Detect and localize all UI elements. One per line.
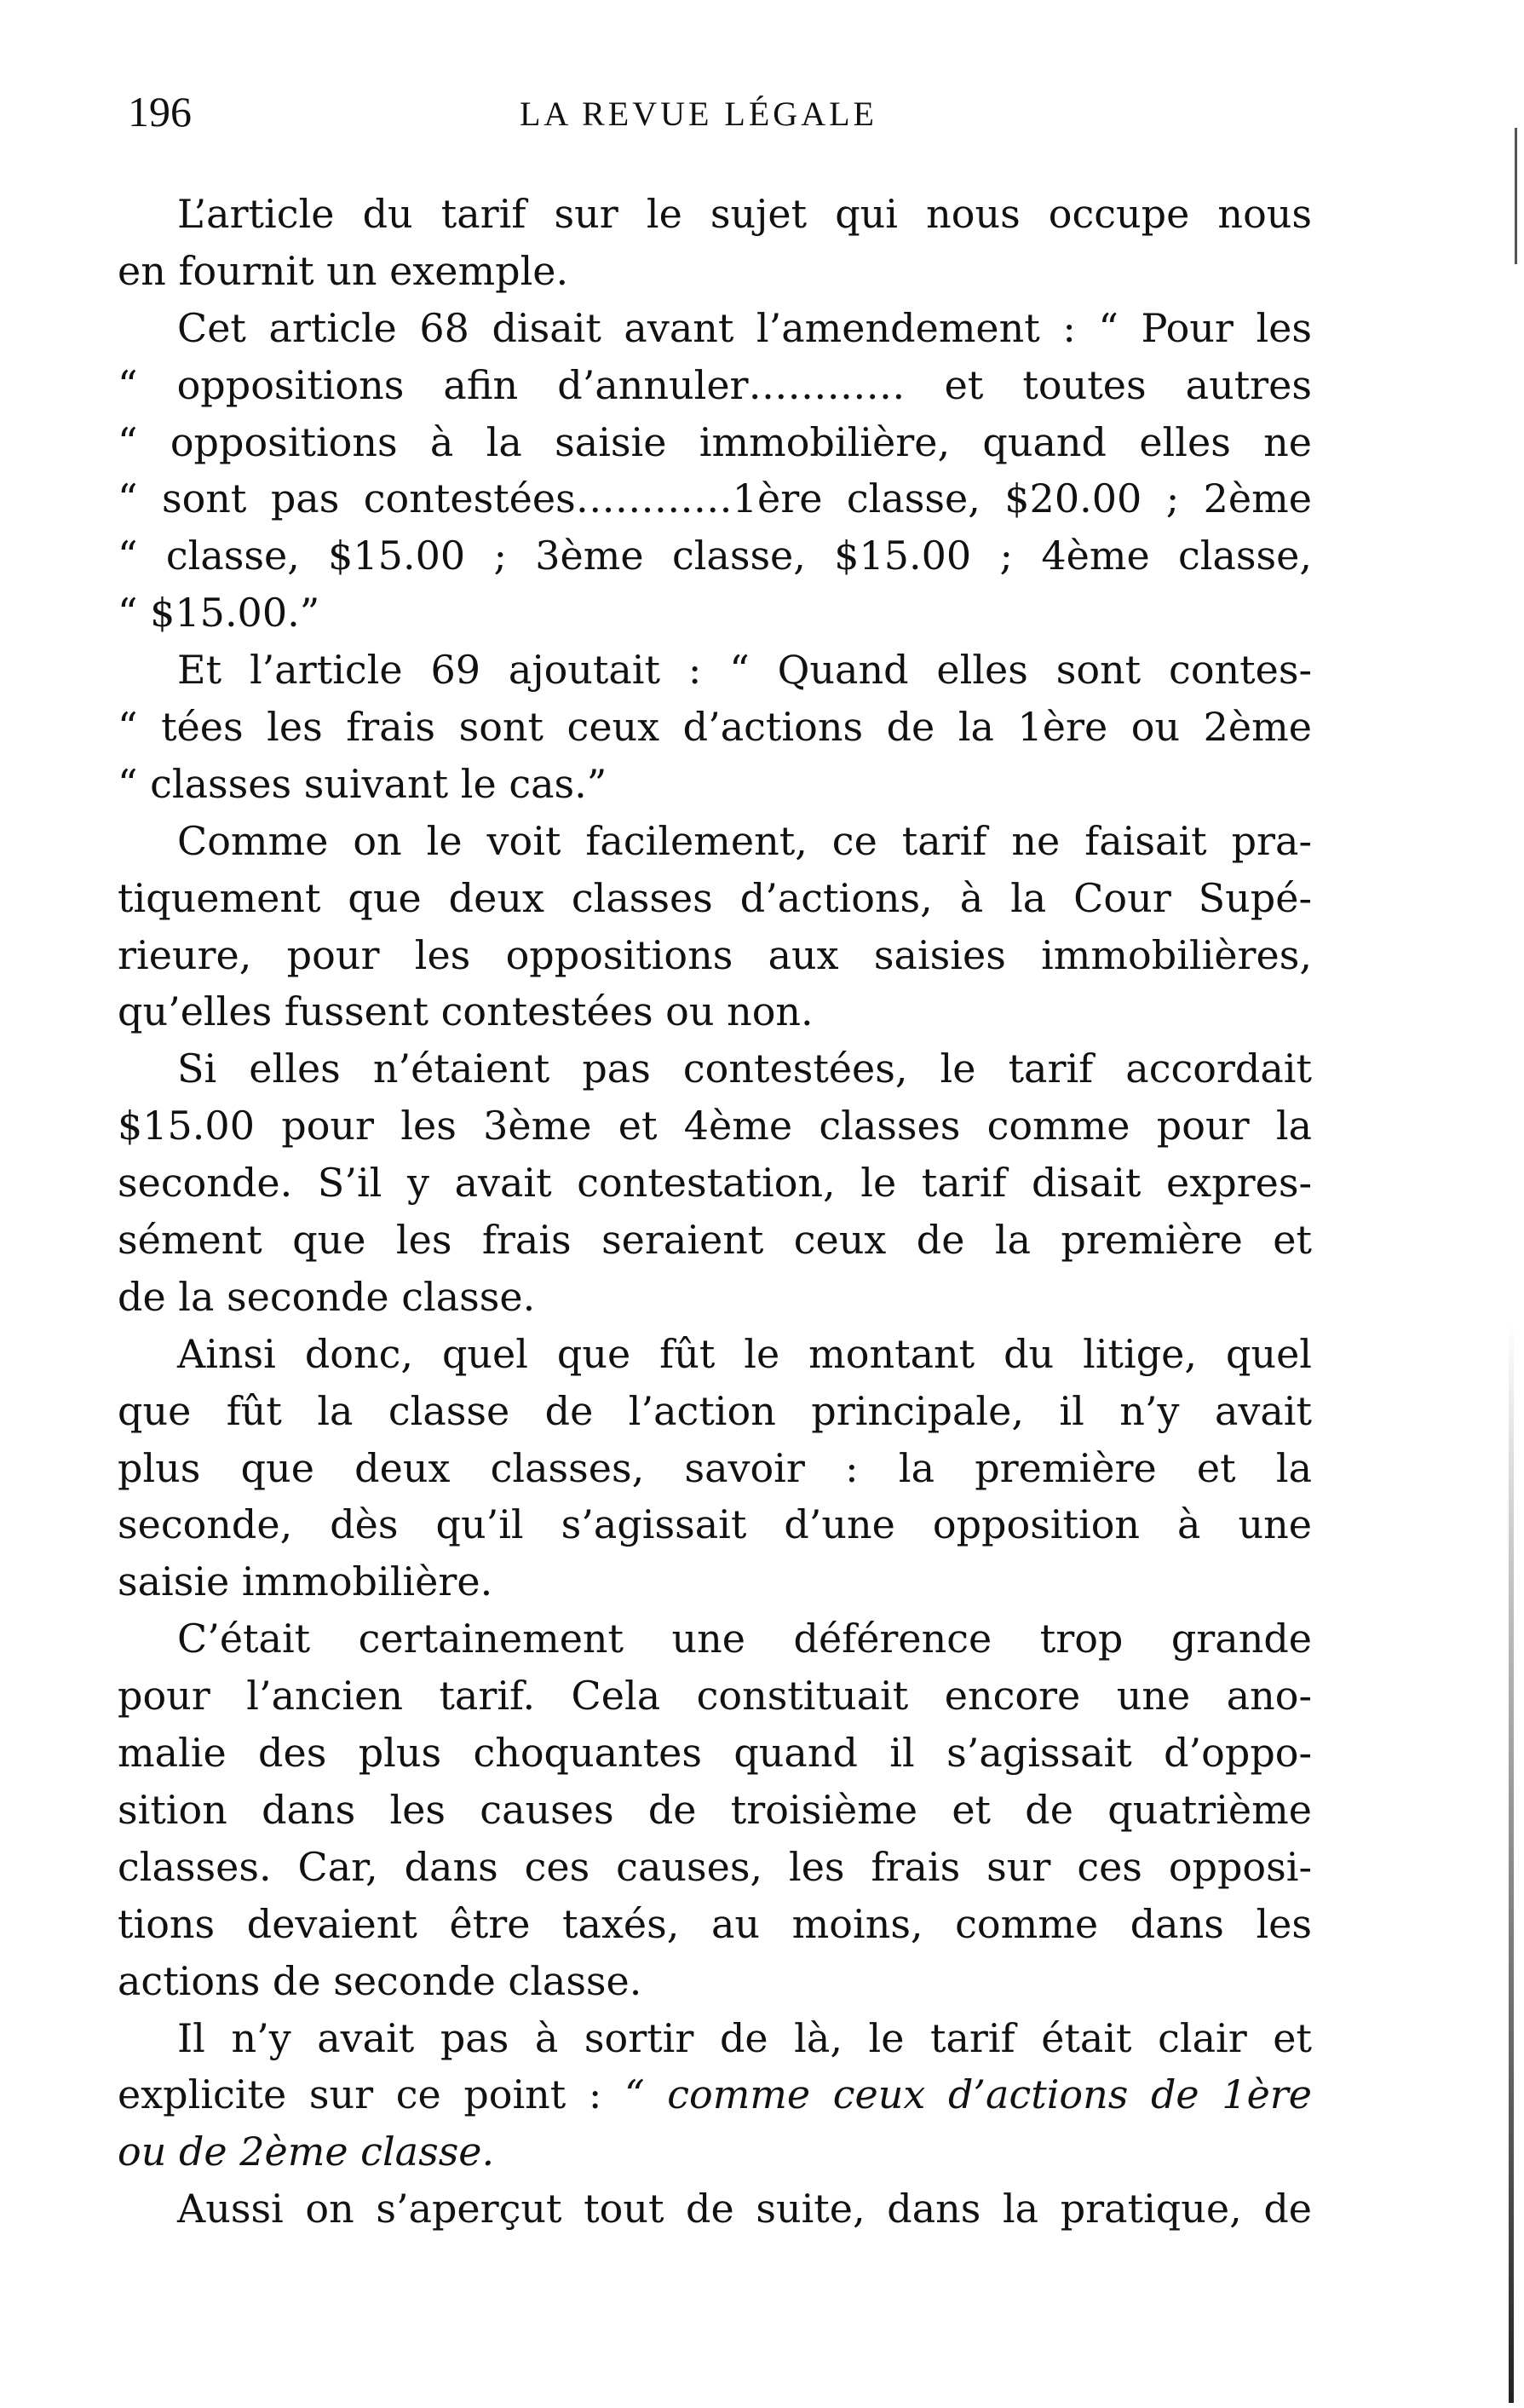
text-segment-italic: ou de 2ème classe. bbox=[118, 2129, 495, 2175]
page-edge-mark bbox=[1515, 128, 1517, 264]
text-line: Comme on le voit facilement, ce tarif ne faisait pra- bbox=[177, 817, 1312, 864]
binding-shadow bbox=[1509, 1321, 1514, 2403]
text-line: actions de seconde classe. bbox=[118, 1957, 642, 2004]
page-number: 196 bbox=[128, 88, 192, 135]
text-line: tions devaient être taxés, au moins, comme dans les bbox=[118, 1900, 1312, 1947]
text-line: saisie immobilière. bbox=[118, 1558, 493, 1605]
text-line: “ $15.00.” bbox=[118, 590, 320, 637]
text-line: Et l’article 69 ajoutait : “ Quand elles sont contes- bbox=[177, 647, 1312, 694]
text-line: Ainsi donc, quel que fût le montant du litige, quel bbox=[177, 1330, 1312, 1377]
text-line: “ classes suivant le cas.” bbox=[118, 760, 607, 807]
text-line-italic bbox=[118, 2123, 1312, 2180]
text-line: plus que deux classes, savoir : la première et la bbox=[118, 1444, 1312, 1491]
text-line: pour l’ancien tarif. Cela constituait encore une ano- bbox=[118, 1673, 1312, 1720]
text-line: en fournit un exemple. bbox=[118, 247, 569, 294]
text-line: seconde, dès qu’il s’agissait d’une opposition à une bbox=[118, 1501, 1312, 1548]
text-segment-plain: explicite sur ce point : bbox=[118, 2071, 625, 2118]
text-segment-italic: “ comme ceux d’actions de 1ère bbox=[624, 2071, 1312, 2118]
text-line: Aussi on s’aperçut tout de suite, dans la pratique, de bbox=[177, 2186, 1312, 2232]
text-line: sition dans les causes de troisième et de quatrième bbox=[118, 1786, 1312, 1833]
text-line: classes. Car, dans ces causes, les frais sur ces opposi- bbox=[118, 1843, 1312, 1890]
text-line: Si elles n’étaient pas contestées, le tarif accordait bbox=[177, 1046, 1312, 1092]
text-line: $15.00 pour les 3ème et 4ème classes comme pour la bbox=[118, 1103, 1312, 1149]
text-line: “ sont pas contestées…………1ère classe, $20.00 ; 2ème bbox=[118, 475, 1312, 522]
text-line-mixed bbox=[118, 2066, 1312, 2123]
text-line: que fût la classe de l’action principale, il n’y avait bbox=[118, 1387, 1312, 1434]
text-line: rieure, pour les oppositions aux saisies immobilières, bbox=[118, 931, 1312, 978]
text-line: “ classe, $15.00 ; 3ème classe, $15.00 ; 4ème classe, bbox=[118, 533, 1312, 579]
text-line: Cet article 68 disait avant l’amendement : “ Pour les bbox=[177, 304, 1312, 351]
text-line: malie des plus choquantes quand il s’agissait d’oppo- bbox=[118, 1730, 1312, 1777]
text-line: C’était certainement une déférence trop grande bbox=[177, 1616, 1312, 1662]
page-header bbox=[119, 87, 1312, 147]
text-line: seconde. S’il y avait contestation, le tarif disait expres- bbox=[118, 1160, 1312, 1207]
text-line: “ tées les frais sont ceux d’actions de la 1ère ou 2ème bbox=[118, 704, 1312, 751]
text-line: “ oppositions à la saisie immobilière, quand elles ne bbox=[118, 418, 1312, 465]
text-line: Il n’y avait pas à sortir de là, le tarif était clair et bbox=[177, 2014, 1312, 2061]
text-line: “ oppositions afin d’annuler………… et toutes autres bbox=[118, 361, 1312, 408]
body-text bbox=[118, 186, 1312, 2238]
text-line: sément que les frais seraient ceux de la première et bbox=[118, 1217, 1312, 1264]
running-title: LA REVUE LÉGALE bbox=[520, 95, 877, 133]
text-line: qu’elles fussent contestées ou non. bbox=[118, 988, 814, 1035]
text-line: tiquement que deux classes d’actions, à la Cour Supé- bbox=[118, 874, 1312, 921]
text-line: L’article du tarif sur le sujet qui nous occupe nous bbox=[177, 191, 1312, 237]
text-line: de la seconde classe. bbox=[118, 1273, 536, 1320]
